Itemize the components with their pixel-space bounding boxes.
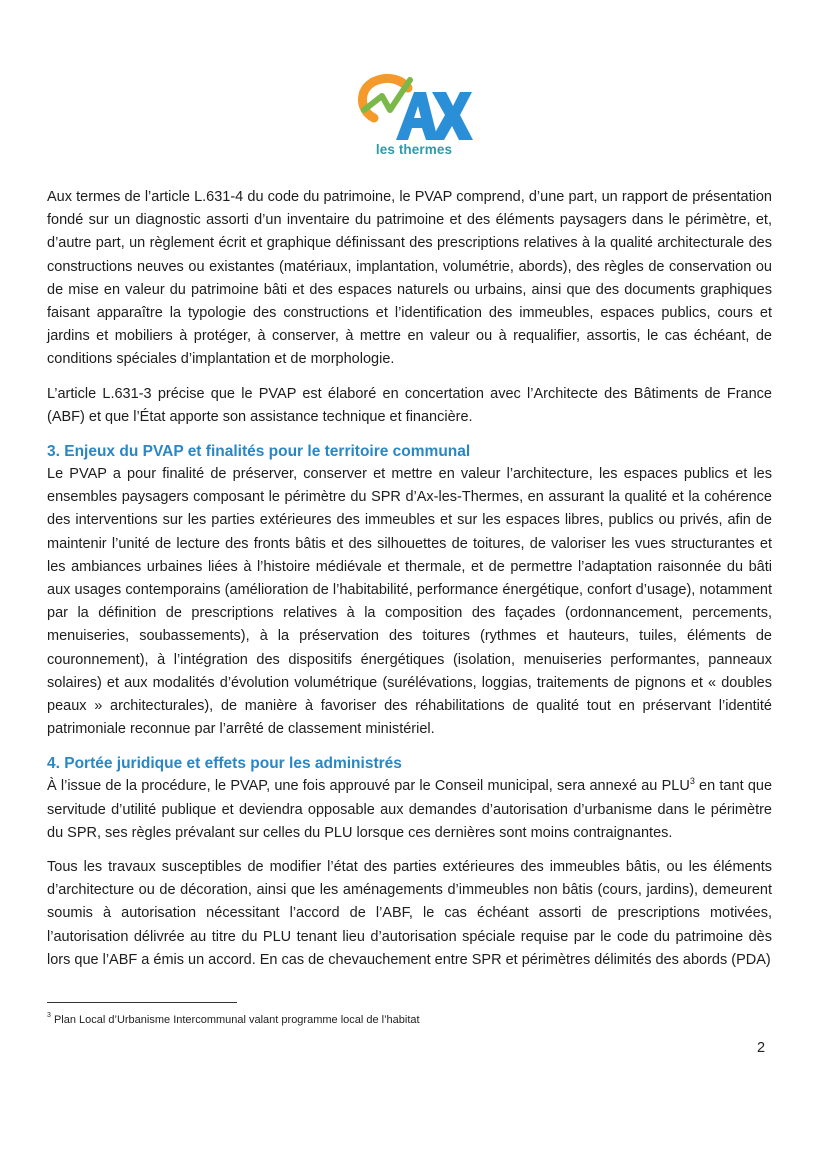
logo-caption: les thermes xyxy=(375,142,453,157)
footnote-text: Plan Local d’Urbanisme Intercommunal valant programme local de l’habitat xyxy=(50,1014,420,1026)
ax-les-thermes-logo xyxy=(352,70,476,172)
footnote-reference[interactable]: 3 xyxy=(689,775,695,786)
section-3-heading: 3. Enjeux du PVAP et finalités pour le territoire communal xyxy=(47,443,471,461)
section-4-body-start: À l’issue de la procédure, le PVAP, une fois approuvé par le Conseil municipal, sera annexé au PLU xyxy=(47,778,690,795)
logo-mark-icon xyxy=(352,70,476,146)
section-3-body: Le PVAP a pour finalité de préserver, conserver et mettre en valeur l’architecture, les espaces publics et les ensembles paysagers composant le périmètre du SPR d’Ax-les-Thermes, en assurant la qualité et la cohérence des interventions sur les parties extérieures des immeubles et sur les espaces libres, publics ou privés, afin de maintenir l’unité de lecture des fronts bâtis et des silhouettes de toitures, de valoriser les vues structurantes et les ambiances urbaines liées à l’histoire médiévale et thermale, et de permettre l’adaptation raisonnée du bâti aux usages contemporains (amélioration de l’habitabilité, performance énergétique, confort d’usage), notamment par la définition de prescriptions relatives à la composition des façades (ordonnancement, percements, menuiseries, soubassements), à la préservation des toitures (rythmes et hauteurs, tuiles, éléments de couronnement), à l’intégration des dispositifs énergétiques (isolation, menuiseries performantes, panneaux solaires) et aux modalités d’évolution volumétrique (surélévations, loggias, traitements de pignons et « doubles peaux » architecturales), de manière à favoriser des réhabilitations de qualité tout en préservant l’identité patrimoniale reconnue par l’arrêté de classement ministériel. xyxy=(47,466,772,738)
footnote xyxy=(47,1014,420,1026)
section-4-body xyxy=(47,775,772,845)
paragraph-pvap-content: Aux termes de l’article L.631-4 du code du patrimoine, le PVAP comprend, d’une part, un rapport de présentation fondé sur un diagnostic assorti d’un inventaire du patrimoine et des éléments paysagers dans le périmètre, et, d’autre part, un règlement écrit et graphique définissant des prescriptions relatives à la qualité architecturale des constructions neuves ou existantes (matériaux, implantation, volumétrie, abords), des règles de conservation ou de mise en valeur du patrimoine bâti et des espaces naturels ou urbains, ainsi que des documents graphiques faisant apparaître la typologie des constructions et l’identification des immeubles, espaces publics, cours et jardins et mobiliers à protéger, à conserver, à mettre en valeur ou à requalifier, assortis, le cas échéant, de conditions spéciales d’implantation et de morphologie. xyxy=(47,189,772,368)
paragraph-pvap-concertation: L’article L.631-3 précise que le PVAP est élaboré en concertation avec l’Architecte des Bâtiments de France (ABF) et que l’État apporte son assistance technique et financière. xyxy=(47,385,772,425)
section-4-body-2: Tous les travaux susceptibles de modifier l’état des parties extérieures des immeubles bâtis, ou les éléments d’architecture ou de décoration, ainsi que les aménagements d’immeubles non bâtis (cours, jardins), demeurent soumis à autorisation nécessitant l’accord de l’ABF, le cas échéant assorti de prescriptions motivées, l’autorisation délivrée au titre du PLU tenant lieu d’autorisation spéciale requise par le code du patrimoine dès lors que l’ABF a émis un accord. En cas de chevauchement entre SPR et périmètres délimités des abords (PDA) xyxy=(47,859,772,968)
footnote-number: 3 xyxy=(47,1012,51,1020)
section-4-body-end: en tant que servitude d’utilité publique et deviendra opposable aux demandes d’autorisation d’urbanisme dans le périmètre du SPR, ses règles prévalant sur celles du PLU lorsque ces dernières sont moins contraignantes. xyxy=(47,778,773,841)
document-body xyxy=(47,186,772,972)
section-4-heading: 4. Portée juridique et effets pour les administrés xyxy=(47,755,402,773)
page-number: 2 xyxy=(757,1040,766,1056)
footnote-separator xyxy=(47,1002,237,1003)
